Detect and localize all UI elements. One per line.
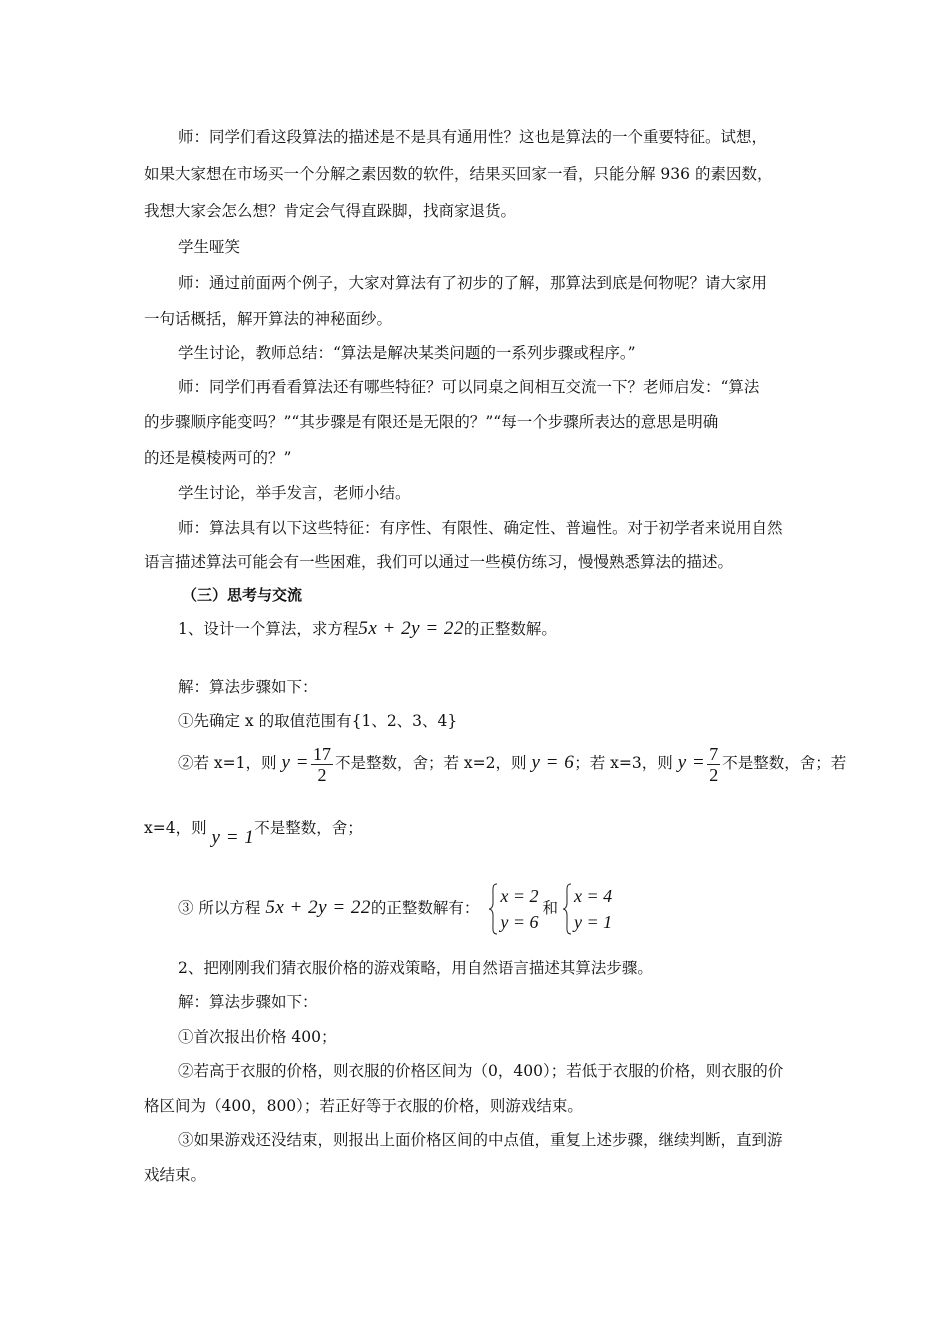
fraction-numerator: 7 — [709, 743, 719, 764]
and-word: 和 — [542, 899, 558, 917]
step-1: ①首次报出价格 400； — [178, 1028, 337, 1046]
y-equals: y = — [677, 752, 706, 773]
step-2-text: 不是整数，舍； — [254, 819, 363, 837]
paragraph-line: 一句话概括，解开算法的神秘面纱。 — [144, 310, 393, 328]
problem-1-suffix: 的正整数解。 — [463, 620, 557, 638]
paragraph-line: 语言描述算法可能会有一些困难，我们可以通过一些模仿练习，慢慢熟悉算法的描述。 — [144, 553, 734, 571]
system-row: x = 2 — [500, 886, 539, 906]
step-2-text: x=4，则 — [144, 819, 207, 837]
step-2-text: 不是整数，舍；若 — [722, 754, 847, 772]
system-row: y = 1 — [574, 912, 613, 932]
fraction-numerator: 17 — [312, 743, 331, 764]
paragraph-line: 师：同学们看这段算法的描述是不是具有通用性？这也是算法的一个重要特征。试想， — [178, 128, 768, 146]
step-2-text: ；若 x=3，则 — [574, 754, 673, 772]
paragraph-line: 学生讨论，教师总结：“算法是解决某类问题的一系列步骤或程序。” — [178, 344, 636, 362]
equation: 5x + 2y = 22 — [358, 618, 464, 639]
problem-2-statement: 2、把刚刚我们猜衣服价格的游戏策略，用自然语言描述其算法步骤。 — [178, 959, 653, 977]
paragraph-line: 师：通过前面两个例子，大家对算法有了初步的了解，那算法到底是何物呢？请大家用 — [178, 274, 768, 292]
step-3: ③如果游戏还没结束，则报出上面价格区间的中点值，重复上述步骤，继续判断，直到游 — [178, 1131, 783, 1149]
step-3-continued: 戏结束。 — [144, 1166, 207, 1184]
step-2-continued: 格区间为（400，800）；若正好等于衣服的价格，则游戏结束。 — [144, 1097, 583, 1115]
paragraph-line: 的还是模棱两可的？” — [144, 449, 292, 467]
paragraph-line: 学生哑笑 — [178, 238, 241, 256]
paragraph-line: 我想大家会怎么想？肯定会气得直跺脚，找商家退货。 — [144, 202, 517, 220]
step-3-text: 的正整数解有： — [370, 899, 480, 917]
solution-system-1 — [488, 883, 538, 935]
paragraph-line: 如果大家想在市场买一个分解之素因数的软件，结果买回家一看，只能分解 936 的素因数， — [144, 165, 773, 183]
solution-label: 解：算法步骤如下： — [178, 678, 318, 696]
paragraph-line: 师：同学们再看看算法还有哪些特征？可以同桌之间相互交流一下？老师启发：“算法 — [178, 378, 760, 396]
section-heading: （三）思考与交流 — [182, 586, 303, 604]
equation: 5x + 2y = 22 — [265, 897, 371, 918]
step-2: ②若高于衣服的价格，则衣服的价格区间为（0，400）；若低于衣服的价格，则衣服的价 — [178, 1062, 784, 1080]
step-2-text: ②若 x=1，则 — [178, 754, 277, 772]
system-row: y = 6 — [500, 912, 539, 932]
left-brace-icon — [488, 883, 498, 935]
problem-1-prefix: 1、设计一个算法，求方程 — [178, 620, 359, 638]
step-3 — [178, 880, 616, 936]
y-equals-1: y = 1 — [211, 827, 255, 848]
y-equals-6: y = 6 — [531, 752, 575, 773]
left-brace-icon — [562, 883, 572, 935]
fraction-denominator: 2 — [311, 764, 333, 785]
step-2-text: 不是整数，舍；若 x=2，则 — [334, 754, 527, 772]
fraction-denominator: 2 — [709, 764, 719, 785]
step-2 — [178, 741, 846, 785]
problem-1-statement — [178, 619, 557, 639]
paragraph-line: 的步骤顺序能变吗？”“其步骤是有限还是无限的？”“每一个步骤所表达的意思是明确 — [144, 413, 719, 431]
system-row: x = 4 — [574, 886, 613, 906]
fraction-7-2 — [707, 744, 720, 785]
solution-system-2 — [562, 883, 612, 935]
step-2-continued — [144, 818, 363, 848]
fraction-17-2 — [311, 744, 333, 785]
solution-label: 解：算法步骤如下： — [178, 993, 318, 1011]
paragraph-line: 师：算法具有以下这些特征：有序性、有限性、确定性、普遍性。对于初学者来说用自然 — [178, 519, 783, 537]
step-3-text: ③ 所以方程 — [178, 899, 261, 917]
paragraph-line: 学生讨论，举手发言，老师小结。 — [178, 484, 411, 502]
y-equals: y = — [281, 752, 309, 773]
step-1: ①先确定 x 的取值范围有{1、2、3、4} — [178, 712, 458, 730]
